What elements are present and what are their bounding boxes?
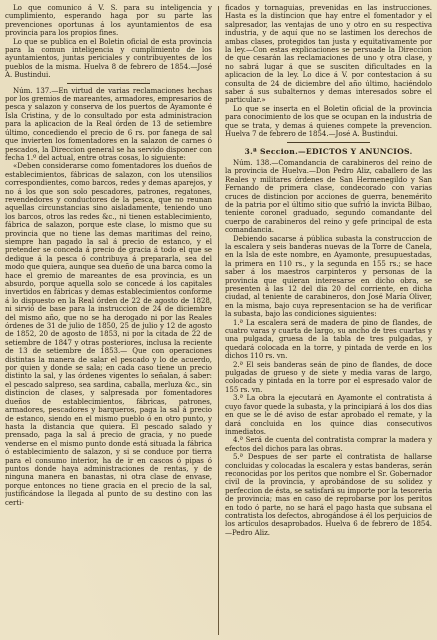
right-paragraph-4: Debiendo sacarse á pública subasta la construccion de la escalera y seis banderas nuevas de la Torre de Canela, en la Isla de este nombre, en Ayamonte, presupuestadas, la primera en 110 rs., y la segunda en 155 rs.; se hace saber á los maestros carpinteros y personas de la provincia que quieran interesarse en dicho obra, se presenten á las 12 del dia 20 del corriente, en dicha ciudad, al teniente de carabineros, don José María Oliver, en la misma, bajo cuya representacion se ha de verificar la subasta, bajo las condiciones siguientes: [225, 233, 432, 319]
right-column [225, 4, 432, 637]
condition-5: 5.ª Despues de ser parte el contratista de hallarse concluidas y colocadas la escalera y estas banderas, serán reconocidas por los peritos que nombre el Sr. Gobernador civil de la provincia, y aprobándose de su solidez y perfeccion de ésta, se satisfará su importe por la tesoreria de provincia; mas en caso de reprobarse por los peritos en todo ó parte, no se hará el pago hasta que subsana el contratista los defectos, abrogándose á él los perjuicios de los artículos desaprobados. Huelva 6 de febrero de 1854.—Pedro Aliz. [225, 452, 432, 537]
right-paragraph-3: Núm. 138.—Comandancia de carabineros del reino de la provincia de Huelva.—Don Pedro Aliz, caballero de las Reales y militares órdenes de San Hermenegildo y San Fernando de primera clase, condecorado con varias cruces de distincion por acciones de guerra, benemérito de la patria por el último sitio que sufrió la invicta Bilbao, teniente coronel graduado, segundo comandante del cuerpo de carabineros del reino y gefe principal de esta comandancia. [225, 157, 432, 235]
condition-2: 2.ª El seis banderas seán de pino de flandes, de doce pulgadas de grueso y de siete y media varas de largo, colocada y pintada en la torre por el espresado valor de 155 rs. vn. [225, 359, 432, 394]
left-paragraph-3: —En virtud de varias reclamaciones hechas por los gremios de mareantes, armadores, empresarios de pesca y salazon y conserva de los puertos de Ayamonte é Isla Cristina, y de lo consultado por esta administracion para la aplicacion de la Real órden de 13 de setiembre último, concediendo el precio de 6 rs. por fanega de sal que invierten los fomentadores en la salazon de carnes ó pescados, la Direccion general se ha servido disponer con fecha 1.º del actual, entre otras cosas, lo siguiente: [5, 85, 212, 162]
left-paragraph-1: Lo que comunico á V. S. para su inteligencia y cumplimiento, esperando haga por su parte las prevenciones oportunas á los ayuntamientos de esa provincia para los propios fines. [5, 4, 212, 38]
condition-1: 1.ª La escalera será de madera de pino de flandes, de cuatro varas y cuarta de largo, su ancho de tres cuartas y una pulgada, gruesa de la tabla de tres pulgadas, y quedará colocada en la torre, y pintada de verde en los dichos 110 rs. vn. [225, 317, 432, 361]
article-number: Núm. 137. [13, 85, 52, 95]
section-rule [67, 83, 150, 84]
left-paragraph-4: «Deben considerarse como fomentadores los dueños de establecimientos, fábricas de salazon, con los utensilios correspondientes, como barcos, redes y demas aparejos, y no á los que son solo pescadores, patrones, regatones, revendedores y conductores de la pesca, que no reunan aquellas circunstancias sino aisladamente, teniendo uno los barcos, otros las redes &c., ni tienen establecimiento, fábrica de salazon, porque este clase, lo mismo que su provincia que no tiene las demas maritimas del reino, siempre han pagado la sal á precio de estanco, y el pretender se conceda á precio de gracia á todo el que se dedique á la pesca ó contribuya á prepararla, sea del modo que quiera, aunque sea dueño de una barca como la hace el gremio de mareantes de esa provincia, es un absurdo, porque aquella solo se concede á los capitales invertidos en fábricas y demas establecimientos conforme á lo dispuesto en la Real órden de 22 de agosto de 1828, ni sirvió de base para la instruccion de 24 de diciembre del mismo año, que no se ha derogado ni por las Reales órdenes de 31 de julio de 1850, 25 de julio y 12 de agosto de 1852, 20 de agosto de 1853, ni por la citada de 22 de setiembre de 1847 y otras posteriores, inclusa la reciente de 13 de setiembre de 1853.— Que con operaciones distintas la manera de salar el pescado y lo de acuerdo, por quien y donde se sala; en cada caso tiene un precio distinto la sal, y las órdenes vigentes lo señalan, á saber: el pescado salpreso, sea sardina, caballa, merluza &c., sin distincion de clases, y salpresada por fomentadores dueños de establecimientos, fábricas, patrones, armadores, pescadores y barqueros, paga la sal á precio de estanco, siendo en el mismo pueblo ó en otro punto, y hasta la distancia que quiera. El pescado salado y prensado, paga la sal á precio de gracia, y no puede venderse en el mismo punto donde está situada la fábrica ó establecimiento de salazon, y si se conduce por tierra para el consumo interior, ha de ir en cascos ó pipas ó puntos donde haya administraciones de rentas, y de ninguna manera en banastas, ni otra clase de envase, porque entonces no tiene gracia en el precio de la sal, justificándose la llegada al punto de su destino con las certi- [5, 161, 212, 507]
condition-4: 4.ª Será de cuenta del contratista comprar la madera y efectos del dichos para las obras. [225, 435, 432, 453]
section-rule [287, 142, 370, 143]
column-divider [218, 6, 219, 635]
section-heading: 3.ª Seccion.—EDICTOS Y ANUNCIOS. [244, 146, 413, 156]
left-column [5, 4, 212, 637]
condition-3: 3.ª La obra la ejecutará en Ayamonte el contratista á cuyo favor quede la subasta, y la principiará á los dos dias en que se le dé aviso de estar aprobado el remate, y la dará concluida en los quince dias consecutivos inmediatos. [225, 393, 432, 436]
right-paragraph-1: ficados y tornaguias, prevenidas en las instrucciones. Hasta es la distincion que hay entre el fomentador y el salpresador, las ventajas de uno y otro en su respectiva industria, y de aquí que no se lastimen los derechos de ambas clases, protegidos tan justa y equitativamente por la ley.—Con estas explicaciones se persuade la Direccion de que cesarán las reclamaciones de uno y otra clase, y no sabrá lugar á que se susciten dificultades en la aplicacion de la ley. Lo dice á V. por contestacion á su consulta de 24 de diciembre del año último, haciéndolo saber á sus subalternos y demas interesados sobre el particular.» [225, 4, 432, 105]
left-paragraph-2: Lo que se publica en el Boletin oficial de esta provincia para la comun inteligencia y cumplimiento de los ayuntamientos, juntas periciales y contribuyentes de los pueblos de la misma. Huelva 8 de febrero de 1854.—José A. Bustindui. [5, 36, 212, 80]
right-paragraph-2: Lo que se inserta en el Boletin oficial de la provincia para conocimiento de los que se ocupan en la industria de que se trata, y demas á quienes compete la prevencion. Huelva 7 de febrero de 1854.—José A. Bustindui. [225, 103, 432, 139]
